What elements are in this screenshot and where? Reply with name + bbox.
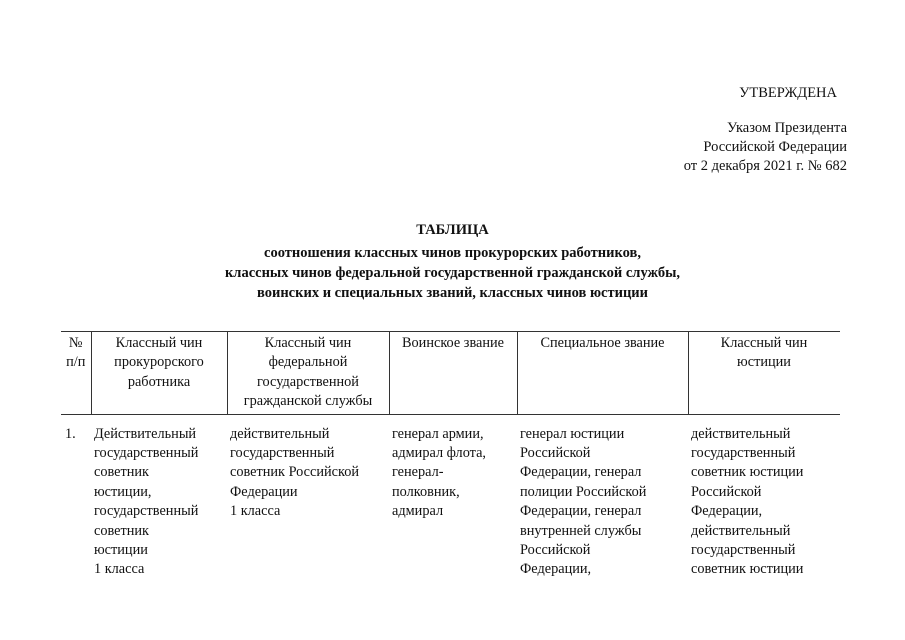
header-text: гражданской службы [243,393,373,410]
cell-line: генерал армии, [392,425,484,442]
header-civil-service-rank [227,332,389,415]
cell-line: действительный [691,425,791,442]
approval-decree-line: Указом Президента [726,120,847,136]
header-text: юстиции [737,354,791,371]
cell-line: Федерации, генерал [520,503,642,520]
header-number [61,332,91,415]
row-number: 1. [65,425,76,442]
header-text: п/п [66,354,86,371]
cell-line: действительный [691,522,791,539]
subtitle-line: соотношения классных чинов прокурорских работников, [264,245,641,261]
cell-line: советник юстиции [691,464,804,481]
header-prosecutor-rank [91,332,227,415]
cell-line: 1 класса [230,503,281,520]
cell-line: советник [94,522,150,539]
header-text: государственной [257,373,359,390]
cell-justice-rank [688,414,840,580]
cell-special-rank [517,414,688,580]
cell-line: адмирал флота, [392,445,486,462]
cell-line: советник Российской [230,464,360,481]
cell-line: полиции Российской [520,483,647,500]
header-text: Воинское звание [402,335,504,351]
header-text: Классный чин [720,335,808,351]
cell-line: полковник, [392,483,460,500]
header-justice-rank [688,332,840,415]
header-text: Специальное звание [540,335,665,351]
cell-line: 1 класса [94,561,145,578]
header-text: Классный чин [115,335,203,351]
cell-line: советник [94,464,150,481]
cell-line: генерал юстиции [520,425,625,442]
cell-prosecutor-rank [91,414,227,580]
cell-line: государственный [691,445,796,462]
header-military-rank [389,332,517,415]
header-text: работника [127,373,191,390]
cell-line: государственный [230,445,335,462]
cell-line: Федерации [230,483,298,500]
header-text: Классный чин [264,335,352,351]
subtitle-line: воинских и специальных званий, классных чинов юстиции [256,285,649,301]
cell-line: юстиции, [94,483,152,500]
rank-correspondence-table [61,331,840,580]
cell-line: Российской [520,445,591,462]
cell-line: действительный [230,425,330,442]
cell-line: генерал- [392,464,444,481]
cell-line: внутренней службы [520,522,642,539]
cell-line: государственный [691,542,796,559]
header-text: прокурорского [114,354,204,371]
document-title: ТАБЛИЦА [416,222,489,238]
header-special-rank [517,332,688,415]
header-text: № [68,335,83,351]
approval-country-line: Российской Федерации [703,139,847,155]
cell-line: Федерации, [520,561,592,578]
cell-line: государственный [94,445,199,462]
cell-line: Федерации, [691,503,763,520]
subtitle-line: классных чинов федеральной государственной гражданской службы, [224,265,681,281]
header-text: федеральной [268,354,348,371]
cell-line: Российской [691,483,762,500]
cell-line: юстиции [94,542,148,559]
approved-stamp-text: УТВЕРЖДЕНА [739,85,837,101]
cell-line: Действительный [94,425,197,442]
document-subtitle [0,243,905,303]
cell-line: Российской [520,542,591,559]
cell-line: адмирал [392,503,444,520]
approval-date-line: от 2 декабря 2021 г. № 682 [683,158,847,174]
cell-civil-service-rank [227,414,389,580]
cell-military-rank [389,414,517,580]
cell-line: государственный [94,503,199,520]
cell-line: Федерации, генерал [520,464,642,481]
table-header-row [61,332,840,415]
table-row [61,414,840,580]
cell-line: советник юстиции [691,561,804,578]
approval-block [684,84,847,176]
